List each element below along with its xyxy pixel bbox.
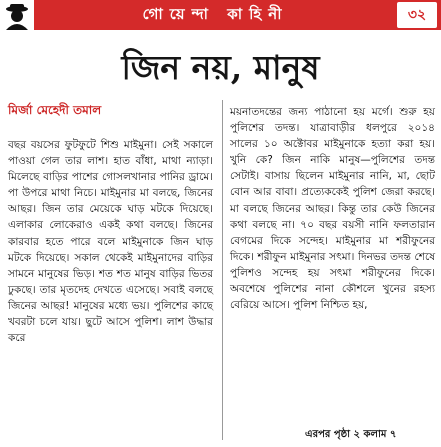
article-column-left	[8, 137, 213, 346]
series-title: গোয়েন্দা কাহিনী	[142, 4, 289, 23]
continuation-note: এরপর পৃষ্ঠা ২ কলাম ৭	[305, 429, 397, 440]
author-byline: মির্জা মেহেদী তমাল	[8, 103, 102, 117]
left-column-text: বছর বয়সের ফুটফুটে শিশু মাইমুনা। সেই সকালে পাওয়া গেল তার লাশ। হাত বাঁধা, মাথা ন্যাড়া। মিলেছে বাড়ির পাশের গোসলখানার পানির ড্রামে। পা উপরে মাথা নিচে। মাইমুনার মা বলছে, জিনের আছর। জিন তার মেয়েকে ঘাড় মটকে দিয়েছে। এলাকার লোকেরাও একই কথা বলছে। জিনের কারবার হতে পারে বলে মাইমুনাকে জিন ঘাড় মটকে দিয়েছে। সকাল থেকেই মাইমুনাদের বাড়ির সামনে মানুষের ভিড়। শত শত মানুষ বাড়ির ভিতর ঢুকছে। তার মৃতদেহ দেখতে এসেছে। সবাই বলছে জিনের আছর! মানুষের মধ্যে ভয়। পুলিশের কাছে খবরটা চলে যায়। ছুটে আসে পুলিশ। লাশ উদ্ধার করে	[8, 139, 213, 345]
page-number-badge: ৩২	[397, 2, 437, 28]
detective-silhouette-icon	[0, 0, 34, 30]
section-banner	[0, 0, 441, 30]
right-column-text: ময়নাতদন্তের জন্য পাঠানো হয় মর্গে। শুরু হয় পুলিশের তদন্ত। যাত্রাবাড়ীর ধলপুরে ২০১৪ সালের ১০ অক্টোবর মাইমুনাকে হত্যা করা হয়। খুনি কে? জিন নাকি মানুষ—পুলিশের তদন্ত সেটাই। বাসায় ছিলেন মাইমুনার নানি, মা, ছোট বোন আর বাবা। প্রত্যেককেই পুলিশ জেরা করছে। মা বলছে জিনের আছর। কিন্তু তার কেউ জিনের কথা বলছে না। ৭০ বছর বয়সী নানি ফলতারান বেগমের দিকে সন্দেহ। মাইমুনার মা শরীফুনের দিকে। শরীফুন মাইমুনার সৎমা। দিনভর তদন্ত শেষে পুলিশও সন্দেহ হয় সৎমা শরীফুনের দিকে। অবশেষে পুলিশের নানা কৌশলে খুনের রহস্য বেরিয়ে আসে। পুলিশ নিশ্চিত হয়,	[230, 106, 435, 312]
column-divider	[222, 100, 223, 440]
article-headline: জিন নয়, মানুষ	[121, 48, 320, 87]
article-column-right	[230, 104, 435, 313]
